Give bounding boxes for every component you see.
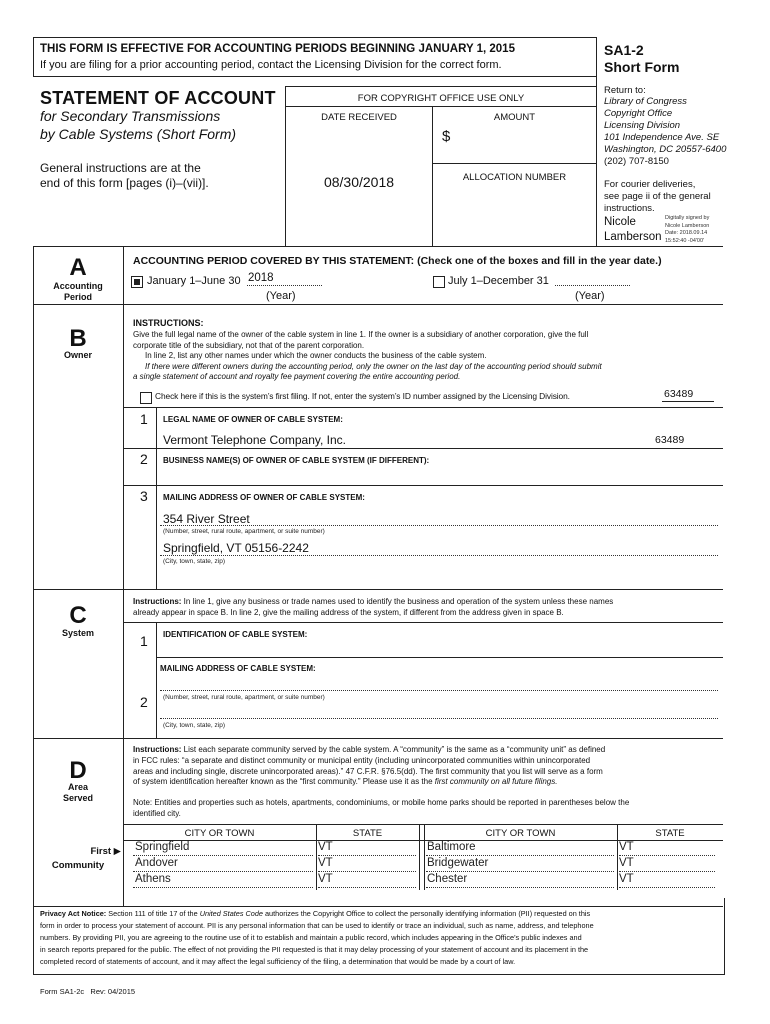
- community-col-rule-2b: [424, 824, 425, 890]
- community-label: Community: [51, 860, 105, 871]
- privacy-line: form in order to process your statement of account. PII is any personal information that can be used to identify or trace an individual, such as name, address, and telephone: [40, 921, 594, 930]
- line3-top-rule: [123, 485, 723, 486]
- general-instructions-2: end of this form [pages (i)–(vii)].: [40, 176, 209, 190]
- prior-period-notice: If you are filing for a prior accounting period, contact the Licensing Division for the correct form.: [40, 59, 502, 71]
- sig-line: 15:52:40 -04'00': [665, 237, 705, 244]
- header-bottom-rule: [33, 76, 596, 77]
- sig-line: Digitally signed by: [665, 215, 710, 221]
- instr-line: [133, 777, 725, 788]
- privacy-text: Section 111 of title 17 of the: [106, 909, 200, 918]
- instr-italic: first community on all future filings.: [434, 777, 558, 787]
- instr-line: areas and including single, discrete unincorporated areas).” 47 C.F.R. §76.5(dd). The first community that you list will serve as a form: [133, 766, 603, 776]
- office-use-rule-1: [285, 106, 596, 107]
- july-dec-checkbox[interactable]: [433, 276, 445, 288]
- instr-line: Give the full legal name of the owner of the cable system in line 1. If the owner is a subsidiary of another corporation, give the full: [133, 330, 589, 339]
- first-filing-checkbox[interactable]: [140, 392, 152, 404]
- return-to-label: Return to:: [604, 85, 646, 96]
- section-a-name: [33, 281, 123, 303]
- line2-top-rule: [123, 448, 723, 449]
- july-dec-label: July 1–December 31: [448, 275, 549, 287]
- system-identification-field[interactable]: [160, 642, 720, 656]
- section-d-name: [33, 782, 123, 804]
- form-footer: Form SA1-2c Rev: 04/2015: [40, 987, 136, 996]
- c-mailing-label: MAILING ADDRESS OF CABLE SYSTEM:: [160, 664, 316, 673]
- line3-number: 3: [140, 488, 148, 504]
- header-separator: [33, 246, 723, 247]
- owner-city-field[interactable]: Springfield, VT 05156-2242: [163, 541, 309, 555]
- privacy-line: numbers. By providing PII, you are agreeing to the routine use of it to establish and maintain a public record, which includes appearing in the Office’s public indexes and: [40, 933, 582, 942]
- community-row-line: [426, 855, 614, 856]
- first-community-label: [33, 846, 121, 858]
- business-name-field[interactable]: [160, 468, 720, 484]
- section-a-heading: ACCOUNTING PERIOD COVERED BY THIS STATEMENT: (Check one of the boxes and fill in the year date.): [133, 255, 662, 267]
- community-city-field[interactable]: Chester: [427, 873, 468, 885]
- instr-line: already appear in space B. In line 2, give the mailing address of the system, if different from the address given in space B.: [133, 607, 564, 617]
- first-filing-label: Check here if this is the system’s first filing. If not, enter the system’s ID number assigned by the Licensing Division.: [155, 391, 570, 401]
- instr-text: of system identification hereafter known as the “first community.” Please use it as the: [133, 777, 435, 787]
- return-address: [604, 96, 726, 156]
- system-city-caption: (City, town, state, zip): [163, 722, 226, 729]
- instr-line: If there were different owners during the accounting period, only the owner on the last day of the accounting period should submit: [145, 361, 602, 371]
- community-state-field[interactable]: VT: [318, 873, 333, 885]
- digital-signature-stamp: [665, 215, 709, 245]
- line2-label: BUSINESS NAME(S) OF OWNER OF CABLE SYSTEM (IF DIFFERENT):: [163, 456, 430, 465]
- community-row-line: [318, 887, 416, 888]
- community-state-field[interactable]: VT: [619, 857, 634, 869]
- community-state-field[interactable]: VT: [619, 841, 634, 853]
- instr-line: [133, 597, 723, 608]
- return-phone: (202) 707-8150: [604, 156, 669, 167]
- owner-id-field[interactable]: 63489: [655, 434, 685, 446]
- effective-notice: THIS FORM IS EFFECTIVE FOR ACCOUNTING PERIODS BEGINNING JANUARY 1, 2015: [40, 43, 515, 55]
- return-line: Washington, DC 20557-6400: [604, 144, 727, 155]
- community-row-line: [619, 871, 715, 872]
- line1-number: 1: [140, 411, 148, 427]
- jan-june-year-field[interactable]: 2018: [248, 272, 274, 284]
- section-c-bottom-rule: [33, 738, 723, 739]
- section-a-letter: A: [69, 254, 87, 281]
- return-line: Library of Congress: [604, 96, 687, 107]
- jan-june-checkbox[interactable]: [131, 276, 143, 288]
- system-id-underline: [662, 401, 714, 402]
- privacy-italic: United States Code: [199, 909, 263, 918]
- privacy-notice: [40, 908, 720, 968]
- line1-top-rule: [123, 407, 723, 408]
- community-state-field[interactable]: VT: [619, 873, 634, 885]
- allocation-number-field[interactable]: [434, 186, 594, 244]
- year-caption-2: (Year): [575, 290, 605, 302]
- amount-label: AMOUNT: [493, 112, 536, 123]
- form-name: Short Form: [604, 59, 680, 75]
- office-use-heading: FOR COPYRIGHT OFFICE USE ONLY: [357, 93, 525, 104]
- c-line2-number: 2: [140, 694, 148, 710]
- c-line-number-divider: [156, 622, 157, 738]
- community-row-line: [318, 871, 416, 872]
- page-title: STATEMENT OF ACCOUNT: [40, 88, 276, 108]
- section-c-letter: C: [69, 602, 87, 629]
- community-row-line: [318, 855, 416, 856]
- c-line1-label: IDENTIFICATION OF CABLE SYSTEM:: [163, 630, 308, 639]
- section-d-name-1: Area: [67, 782, 88, 792]
- c-line1-number: 1: [140, 633, 148, 649]
- return-line: Copyright Office: [604, 108, 673, 119]
- section-a-name-1: Accounting: [53, 281, 103, 291]
- col-city-right: CITY OR TOWN: [485, 828, 556, 839]
- instr-line: in FCC rules: “a separate and distinct community or municipal entity (including unincorporated communities within unincorporated: [133, 755, 591, 765]
- line2-number: 2: [140, 451, 148, 467]
- title-subtitle-1: for Secondary Transmissions: [40, 108, 221, 124]
- courier-line: For courier deliveries,: [604, 179, 696, 190]
- instr-text: In line 1, give any business or trade names used to identify the business and operation of the system unless these names: [181, 597, 614, 606]
- instr-line: In line 2, list any other names under which the owner conducts the business of the cable system.: [145, 351, 487, 360]
- general-instructions-1: General instructions are at the: [40, 161, 201, 175]
- return-line: Licensing Division: [604, 120, 681, 131]
- community-row-line: [426, 887, 614, 888]
- community-city-field[interactable]: Baltimore: [427, 841, 476, 853]
- sig-line: Nicole Lamberson: [665, 222, 710, 229]
- instr-bold: Instructions:: [133, 745, 182, 754]
- section-b-instructions-heading: INSTRUCTIONS:: [133, 318, 204, 328]
- allocation-number-label: ALLOCATION NUMBER: [462, 172, 567, 183]
- section-b-bottom-rule: [33, 589, 723, 590]
- date-received-field[interactable]: 08/30/2018: [323, 174, 395, 190]
- community-col-rule-1: [316, 824, 317, 890]
- community-row-line: [133, 855, 313, 856]
- header-top-rule: [33, 37, 596, 38]
- privacy-text: authorizes the Copyright Office to collect the personally identifying information (PII) requested on this: [262, 909, 591, 918]
- courier-line: instructions.: [604, 203, 655, 214]
- owner-legal-name-field[interactable]: Vermont Telephone Company, Inc.: [163, 433, 346, 447]
- system-street-caption: (Number, street, rural route, apartment, or suite number): [163, 694, 325, 701]
- privacy-line: in search reports prepared for the public. The effect of not providing the PII requested is that it may delay processing of your statement of account and its placement in the: [40, 945, 589, 954]
- line1-label: LEGAL NAME OF OWNER OF CABLE SYSTEM:: [163, 415, 343, 424]
- section-c-name: System: [61, 628, 95, 638]
- section-c-instructions: [133, 597, 723, 618]
- section-d-name-2: Served: [62, 793, 94, 803]
- community-col-rule-3: [617, 824, 618, 890]
- courier-line: see page ii of the general: [604, 191, 711, 202]
- line-number-divider: [156, 407, 157, 589]
- section-b-letter: B: [69, 325, 87, 352]
- section-b-name: Owner: [63, 350, 92, 360]
- system-city-field[interactable]: [160, 718, 718, 719]
- privacy-line: [40, 908, 720, 920]
- owner-street-caption: (Number, street, rural route, apartment, or suite number): [163, 528, 325, 535]
- line3-label: MAILING ADDRESS OF OWNER OF CABLE SYSTEM:: [163, 493, 365, 502]
- first-arrow-label: First ▶: [90, 846, 121, 857]
- jan-june-year-line: [247, 285, 322, 286]
- sig-line: Date: 2018.09.14: [665, 230, 708, 236]
- instr-line: corporate title of the subsidiary, not that of the parent corporation.: [133, 340, 365, 350]
- owner-street-line: [160, 525, 718, 526]
- community-city-field[interactable]: Springfield: [135, 841, 190, 853]
- community-row-line: [619, 855, 715, 856]
- instr-line: a single statement of account and royalty fee payment covering the entire accounting period.: [133, 372, 461, 381]
- title-subtitle-2: by Cable Systems (Short Form): [40, 126, 237, 142]
- community-row-line: [133, 887, 313, 888]
- community-row-line: [619, 887, 715, 888]
- privacy-line: completed record of statements of account, and it may affect the legal sufficiency of the filing, a determination that would be made by a court of law.: [40, 957, 516, 966]
- signer-first: Nicole: [604, 216, 636, 228]
- header-left-rule: [33, 37, 34, 77]
- section-a-divider: [123, 246, 124, 906]
- community-table-top: [123, 824, 723, 825]
- privacy-bold: Privacy Act Notice:: [40, 909, 107, 918]
- amount-field[interactable]: $: [442, 128, 451, 145]
- note-line: identified city.: [133, 808, 181, 818]
- form-code: SA1-2: [604, 42, 644, 58]
- col-state-left: STATE: [352, 828, 383, 839]
- community-city-field[interactable]: Andover: [135, 857, 178, 869]
- community-city-field[interactable]: Bridgewater: [427, 857, 489, 869]
- year-caption-1: (Year): [266, 290, 296, 302]
- owner-street-field[interactable]: 354 River Street: [163, 512, 250, 526]
- section-a-name-2: Period: [63, 292, 92, 302]
- section-d-instructions: [133, 745, 725, 788]
- signer-name: [604, 215, 662, 245]
- instr-text: List each separate community served by the cable system. A “community” is the same as a “community unit” as defined: [181, 745, 606, 754]
- owner-city-line: [160, 555, 718, 556]
- july-dec-year-line[interactable]: [555, 285, 630, 286]
- signer-last: Lamberson: [604, 231, 662, 243]
- section-d-letter: D: [69, 757, 87, 784]
- community-row-line: [133, 871, 313, 872]
- instr-bold: Instructions:: [133, 597, 182, 606]
- community-row-line: [426, 871, 614, 872]
- community-col-rule-2a: [419, 824, 420, 890]
- section-a-bottom-rule: [33, 304, 723, 305]
- system-id-field[interactable]: 63489: [664, 388, 694, 400]
- owner-city-caption: (City, town, state, zip): [163, 558, 226, 565]
- community-state-field[interactable]: VT: [318, 857, 333, 869]
- jan-june-label: January 1–June 30: [147, 275, 241, 287]
- community-city-field[interactable]: Athens: [135, 873, 171, 885]
- col-state-right: STATE: [655, 828, 685, 839]
- col-city-left: CITY OR TOWN: [184, 828, 255, 839]
- date-received-label: DATE RECEIVED: [321, 112, 397, 123]
- c-line2-top-rule: [156, 657, 723, 658]
- return-line: 101 Independence Ave. SE: [604, 132, 720, 143]
- community-state-field[interactable]: VT: [318, 841, 333, 853]
- courier-note: [604, 179, 711, 215]
- section-d-note: [133, 798, 725, 820]
- note-line: Note: Entities and properties such as hotels, apartments, condominiums, or mobile home parks should be reported in parentheses below the: [133, 798, 630, 807]
- section-b-instructions: [133, 330, 723, 383]
- instr-line: [133, 745, 725, 756]
- c-line1-top-rule: [123, 622, 723, 623]
- allocation-rule: [432, 163, 596, 164]
- system-street-field[interactable]: [160, 690, 718, 691]
